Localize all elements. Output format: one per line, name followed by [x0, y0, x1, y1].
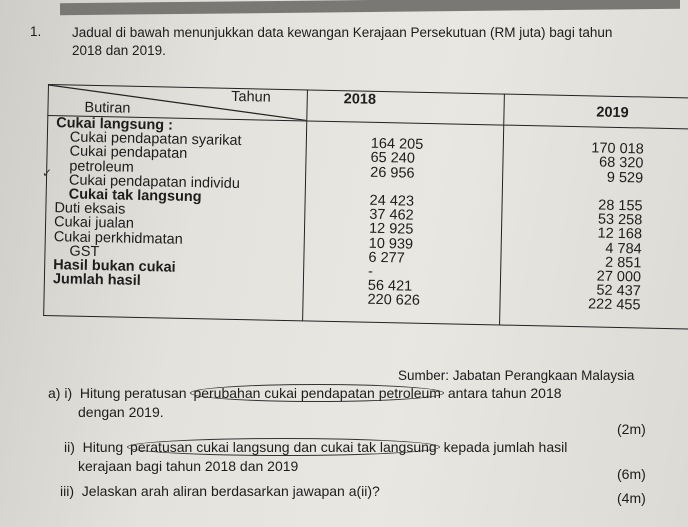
sub-question-a-ii-text-post: kepada jumlah hasil	[443, 439, 568, 455]
sub-question-a-i-text-pre: Hitung peratusan	[79, 385, 187, 401]
labels-column	[44, 116, 307, 321]
row-label: Cukai pendapatan syarikat	[69, 129, 242, 150]
cell-2019: 53 258	[597, 211, 643, 229]
row-label: Hasil bukan cukai	[53, 257, 176, 276]
sub-question-a-i	[48, 384, 562, 402]
row-label: GST	[69, 243, 100, 260]
cell-2018: 56 421	[367, 277, 413, 295]
sub-question-a-iii-text: Jelaskan arah aliran berdasarkan jawapan a(ii)?	[81, 483, 380, 499]
question-number: 1.	[30, 24, 42, 39]
cell-2019: 9 529	[606, 169, 644, 187]
cell-2018: 24 423	[369, 192, 415, 210]
sub-question-a-i-line2: dengan 2019.	[78, 404, 164, 420]
page-header-bar	[60, 0, 680, 15]
sub-question-a-i-marks: (2m)	[617, 421, 646, 437]
header-cell-butiran-tahun	[48, 85, 308, 121]
table-source: Sumber: Jabatan Perangkaan Malaysia	[398, 368, 635, 383]
values-2018-column	[303, 121, 504, 325]
cell-2019: 4 784	[605, 240, 642, 257]
data-table-wrapper	[42, 84, 652, 377]
cell-2019: 68 320	[598, 154, 644, 172]
sub-question-a-iii-prefix: iii)	[60, 483, 74, 499]
sub-question-a-ii-line2: kerajaan bagi tahun 2018 dan 2019	[78, 458, 299, 474]
cell-2018: 37 462	[369, 206, 414, 224]
sub-question-a-ii-circled-text: peratusan cukai langsung dan cukai tak langsung	[127, 438, 440, 456]
cell-2019: 2 851	[604, 254, 642, 272]
financial-data-table	[43, 84, 688, 330]
header-2019: 2019	[504, 94, 688, 130]
cell-2018: 10 939	[368, 235, 414, 253]
cell-2018: -	[367, 263, 374, 280]
question-text	[72, 24, 672, 60]
question-text-line1: Jadual di bawah menunjukkan data kewangan Kerajaan Persekutuan (RM juta) bagi tahun	[72, 25, 613, 40]
sub-question-a-ii	[64, 438, 567, 456]
row-label: Duti eksais	[54, 200, 126, 218]
cell-2019: 28 155	[598, 197, 643, 215]
cell-2018: 6 277	[368, 249, 405, 267]
cell-2019: 170 018	[591, 140, 644, 158]
cell-2019: 12 168	[597, 225, 643, 243]
question-text-line2: 2018 dan 2019.	[72, 43, 166, 58]
values-2019-column	[500, 125, 688, 329]
sub-question-a-iii-marks: (4m)	[617, 490, 646, 506]
header-2018: 2018	[307, 90, 505, 125]
row-label: Cukai langsung :	[56, 115, 174, 134]
row-label: Cukai tak langsung	[68, 186, 202, 206]
sub-question-a-i-circled-text: perubahan cukai pendapatan petroleum	[190, 384, 444, 402]
handwritten-tick-mark: ✓	[42, 166, 53, 180]
cell-2019: 52 437	[596, 282, 641, 300]
row-label: Cukai pendapatan individu	[68, 172, 241, 192]
cell-2018: 12 925	[368, 221, 414, 238]
sub-question-a-i-text-post: antara tahun 2018	[447, 385, 562, 401]
cell-2018: 65 240	[370, 150, 416, 168]
sub-question-a-ii-prefix: ii)	[64, 439, 75, 455]
row-label: Cukai perkhidmatan	[53, 228, 183, 248]
row-label: petroleum	[69, 158, 134, 176]
cell-2018: 26 956	[370, 164, 415, 182]
cell-2018: 220 626	[367, 291, 421, 310]
sub-question-a-ii-marks: (6m)	[617, 466, 646, 482]
row-label: Cukai jualan	[53, 214, 135, 233]
row-label: Cukai pendapatan	[69, 143, 188, 163]
header-tahun: Tahun	[231, 88, 271, 106]
cell-2019: 222 455	[587, 296, 641, 314]
sub-question-a-i-prefix: a) i)	[48, 385, 73, 401]
cell-2019: 27 000	[596, 268, 642, 286]
sub-question-a-iii	[60, 482, 380, 500]
header-butiran: Butiran	[84, 99, 131, 117]
row-label: Jumlah hasil	[52, 271, 141, 290]
sub-question-a-ii-text-pre: Hitung	[82, 439, 124, 455]
cell-2018: 164 205	[370, 135, 424, 154]
